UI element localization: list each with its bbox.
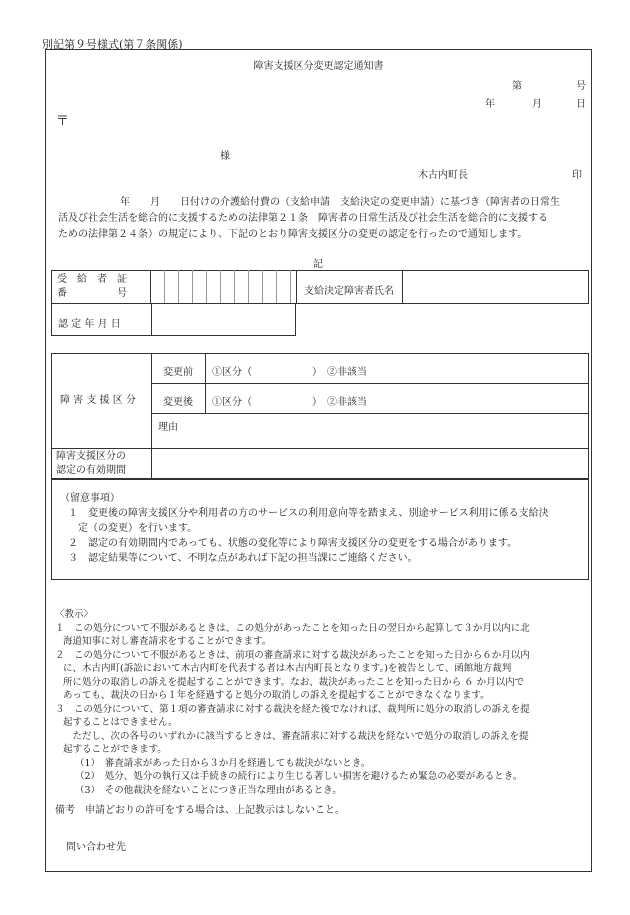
ki-mark: 記	[313, 259, 323, 270]
instruction-line: （3） その他裁決を経ないことにつき正当な理由があるとき。	[75, 784, 342, 796]
validity-label	[56, 450, 126, 478]
name-divider	[402, 270, 403, 304]
notes-line: ３ 認定結果等について、不明な点があれば下記の担当課にご連絡ください。	[68, 553, 418, 564]
body-text	[58, 195, 583, 243]
reason-label: 理由	[158, 422, 178, 433]
instruction-heading: 〈教示〉	[55, 609, 94, 620]
validity-label-2: 認定の有効期間	[56, 465, 126, 476]
body-line: 活及び社会生活を総合的に支援するための法律第２１条 障害者の日常生活及び社会生活を総合的に支援する	[58, 213, 548, 224]
date-day: 日	[576, 99, 586, 110]
instruction-line: 所に処分の取消しの訴えを提起することができます。なお、裁決があったことを知った日から ６ か月以内で	[63, 676, 525, 688]
instruction-line: ３ この処分について、第１項の審査請求に対する裁決を経た後でなければ、裁判所に処分の取消しの訴えを提	[55, 703, 530, 715]
remarks: 備考 申請どおりの許可をする場合は、上記教示はしないこと。	[55, 805, 345, 816]
recipient-no-label: 受 給 者 証	[57, 274, 127, 285]
date-label: 認 定 年 月 日	[58, 319, 121, 330]
recipient-label-cell	[51, 270, 151, 304]
body-line: 年 月 日付けの介護給付費の（支給申請 支給決定の変更申請）に基づき（障害者の日常生	[120, 197, 560, 208]
table2-hline-2	[151, 413, 589, 414]
notes-line: １ 変更後の障害支援区分や利用者の方のサービスの利用意向等を踏まえ、別途サービス利用に係る支給決	[68, 508, 549, 519]
number-dai: 第	[512, 81, 522, 92]
seal-mark: 印	[572, 170, 582, 181]
recipient-no-label-2: 番 号	[57, 288, 127, 299]
validity-label-1: 障害支援区分の	[56, 451, 126, 462]
instruction-line: （1） 審査請求があった日から３か月を経過しても裁決がないとき。	[75, 757, 371, 769]
form-label: 別記第９号様式(第７条関係)	[42, 38, 183, 51]
instruction-line: あっても、裁決の日から１年を経過すると処分の取消しの訴えを提起することができなくなります。	[63, 690, 490, 701]
instruction-line: ただし、次の各号のいずれかに該当するときは、審査請求に対する裁決を経ないで処分の取消しの訴えを提	[63, 730, 529, 742]
date-month: 月	[532, 99, 542, 110]
table2-divider	[151, 353, 152, 479]
name-label: 支給決定障害者氏名	[304, 286, 394, 297]
instruction-section	[55, 608, 530, 797]
notes-line: 定（の変更）を行います。	[68, 523, 198, 534]
table2-hline-3	[51, 448, 589, 449]
instruction-line: １ この処分について不服があるときは、この処分があったことを知った日の翌日から起算して３か月以内に北	[55, 622, 530, 634]
instruction-line: （2） 処分、処分の執行又は手続きの続行により生じる著しい損害を避けるため緊急の必要があるとき。	[75, 771, 523, 782]
notes-heading: （留意事項）	[60, 493, 120, 504]
recipient-number-field[interactable]	[151, 270, 297, 304]
instruction-line: 起することはできません。	[63, 717, 178, 728]
number-go: 号	[576, 81, 586, 92]
table2-hline-1	[151, 383, 589, 384]
date-divider	[151, 303, 152, 336]
instruction-line: 起することができます。	[63, 744, 167, 755]
addressee-sama: 様	[220, 151, 230, 162]
notes-line: ２ 認定の有効期間内であっても、状態の変化等により障害支援区分の変更をする場合があります。	[68, 538, 518, 549]
body-line: ための法律第２４条）の規定により、下記のとおり障害支援区分の変更の認定を行ったので通知します。	[58, 229, 528, 240]
classification-label: 障 害 支 援 区 分	[60, 395, 136, 406]
postal-mark: 〒	[56, 114, 70, 129]
document-frame	[45, 49, 592, 872]
after-value: ①区分（ ） ②非該当	[212, 397, 367, 408]
after-label: 変更後	[163, 397, 193, 408]
document-title: 障害支援区分変更認定通知書	[253, 61, 384, 72]
notes-content	[60, 491, 549, 566]
date-year: 年	[485, 99, 495, 110]
instruction-line: 海道知事に対し審査請求をすることができます。	[63, 636, 272, 647]
instruction-line: ２ この処分について不服があるときは、前項の審査請求に対する裁決があったことを知った日から６か月以内	[55, 649, 530, 661]
before-value: ①区分（ ） ②非該当	[212, 367, 367, 378]
issuer-name: 木古内町長	[418, 170, 468, 181]
before-label: 変更前	[163, 367, 193, 378]
instruction-line: に、木古内町(訴訟において木古内町を代表する者は木古内町長となります。)を被告として、函館地方裁判	[63, 663, 512, 674]
contact-label: 問い合わせ先	[66, 842, 126, 853]
